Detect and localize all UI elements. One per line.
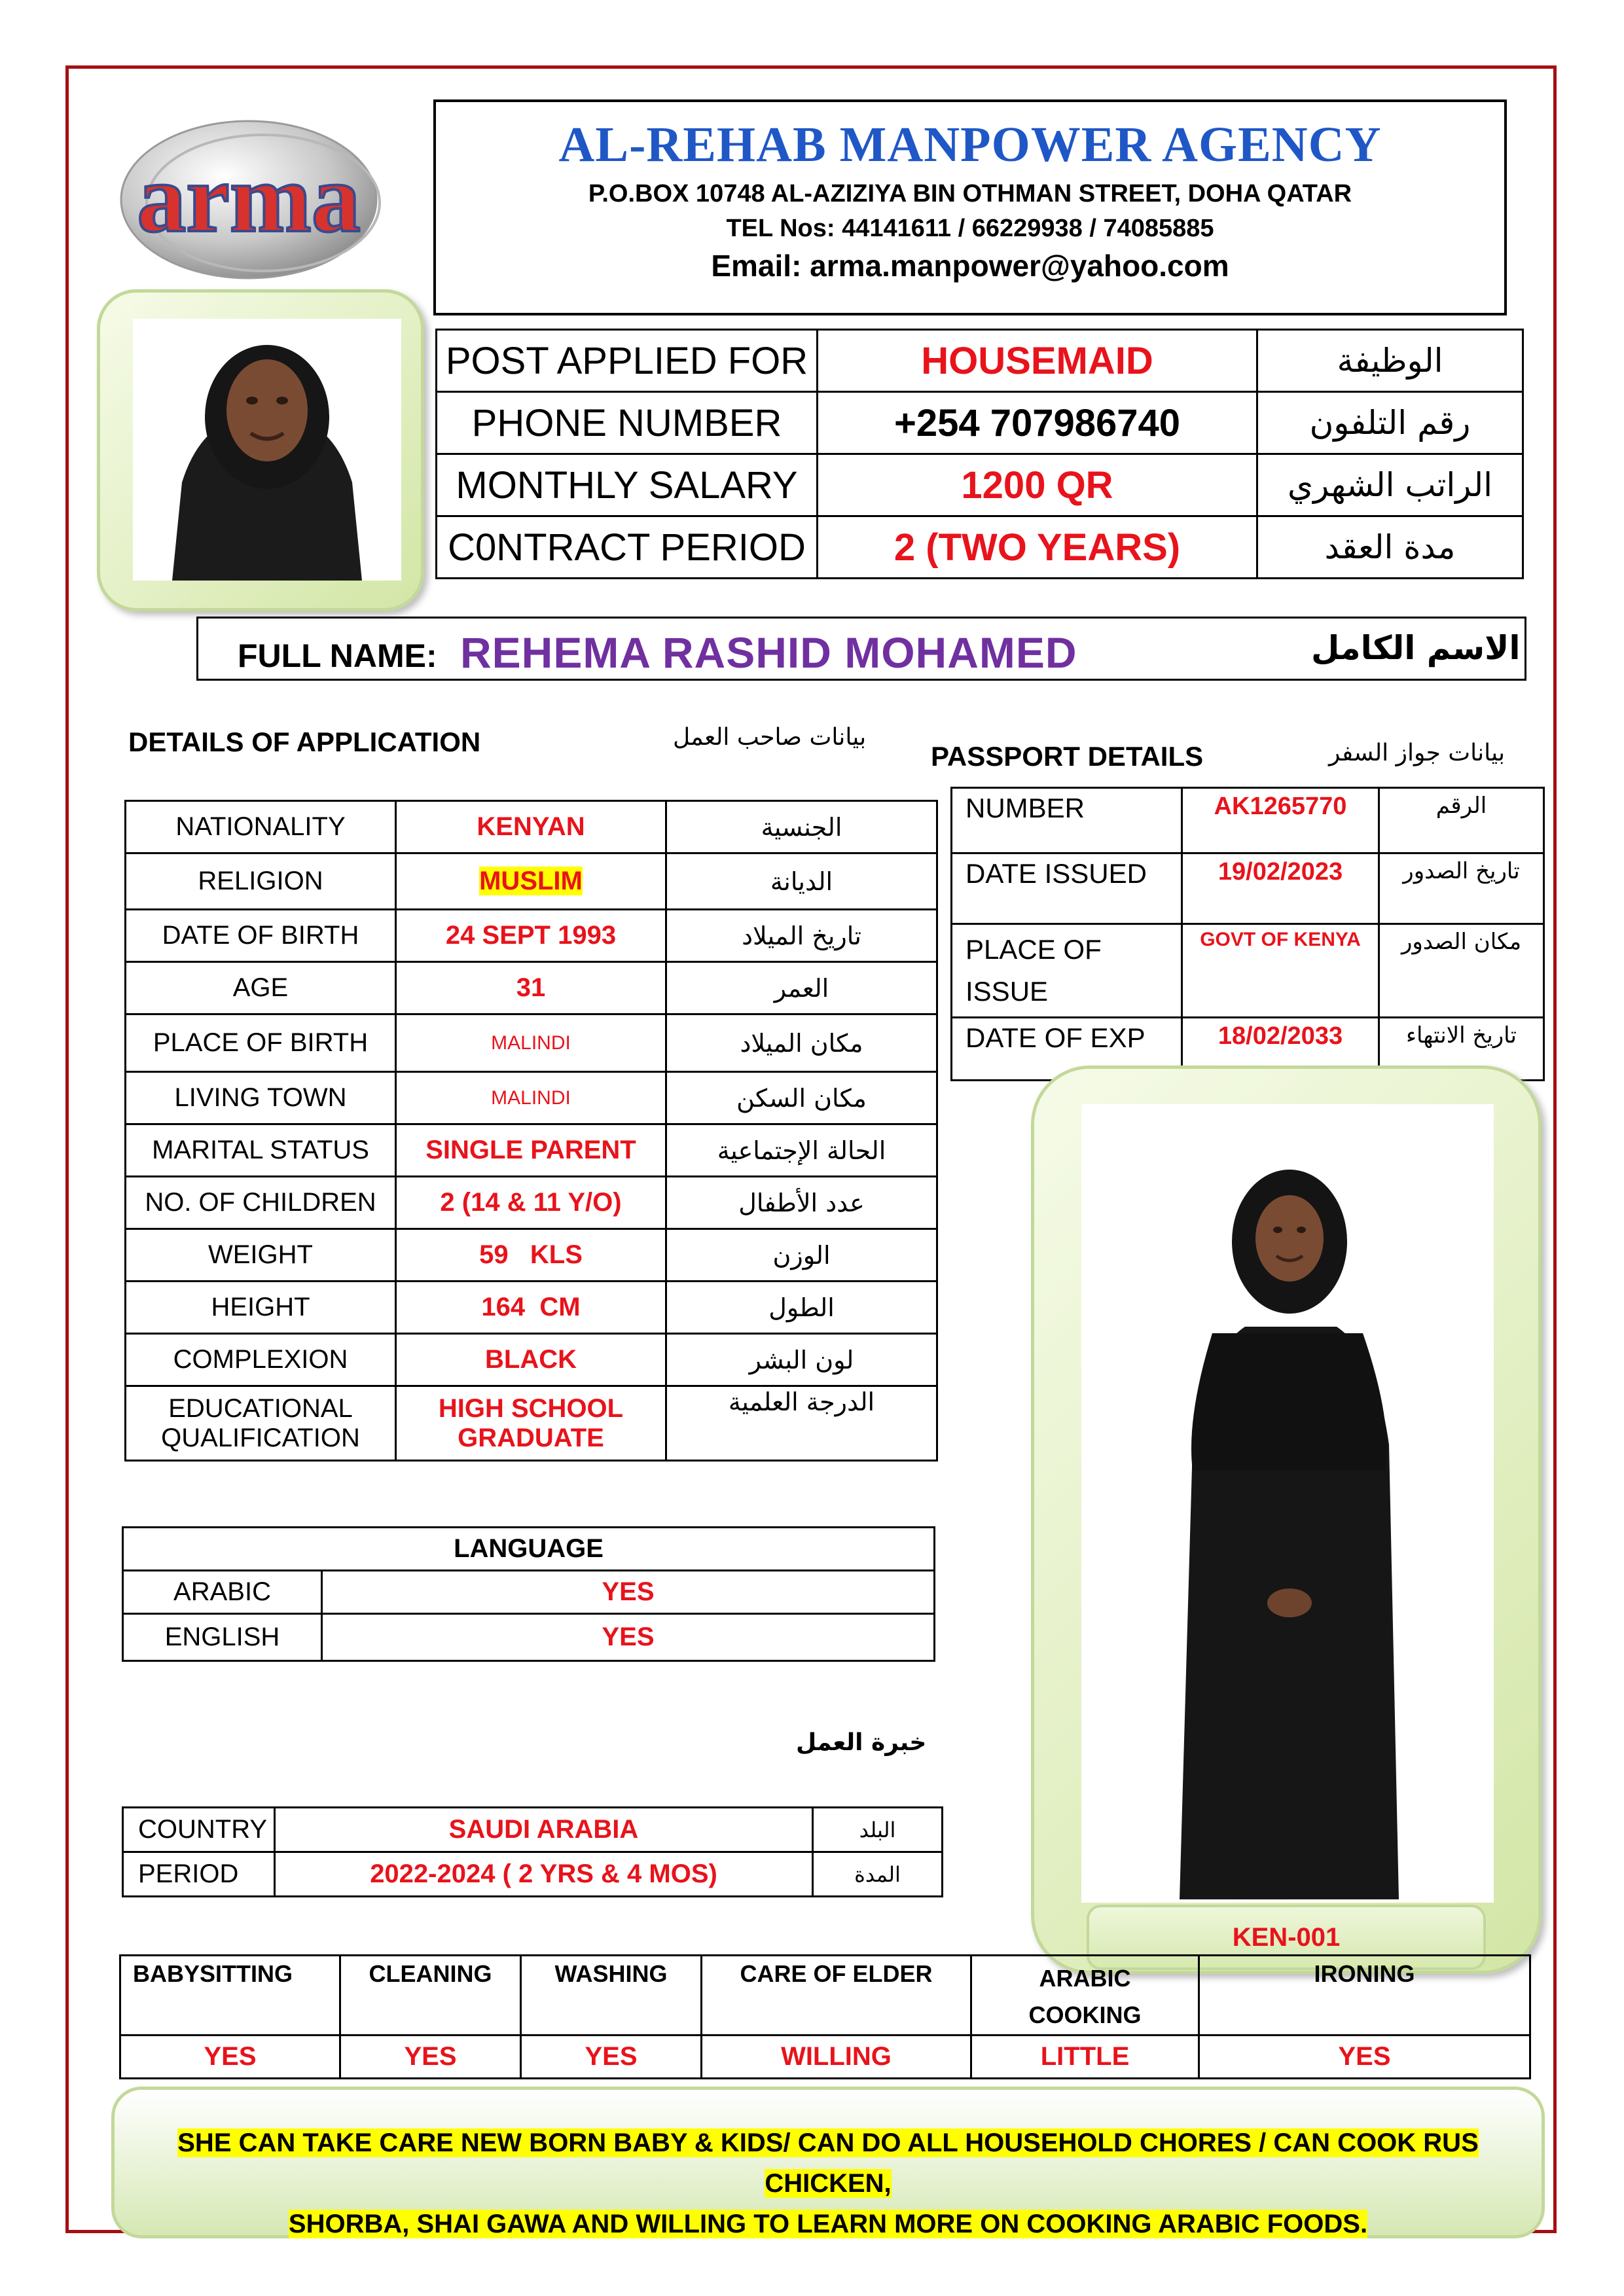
- cell-value: [396, 853, 666, 910]
- cell-value: 2 (14 & 11 Y/O): [396, 1177, 666, 1229]
- cell-value: KENYAN: [396, 801, 666, 853]
- cell-label: DATE OF BIRTH: [126, 910, 396, 962]
- job-value: HOUSEMAID: [818, 330, 1257, 392]
- table-row: [126, 1282, 937, 1334]
- job-label: POST APPLIED FOR: [437, 330, 818, 392]
- cell-label: RELIGION: [126, 853, 396, 910]
- skill-name: CARE OF ELDER: [702, 1956, 971, 2036]
- cell-label-ar: العمر: [666, 962, 937, 1014]
- passport-title-ar: بيانات جواز السفر: [1329, 740, 1506, 766]
- skill-value: YES: [340, 2036, 521, 2079]
- experience-title-ar: خبرة العمل: [796, 1729, 927, 1756]
- table-row: [123, 1808, 943, 1852]
- cell-value: HIGH SCHOOL GRADUATE: [396, 1386, 666, 1461]
- cell-label: PERIOD: [123, 1852, 275, 1897]
- agency-name: AL-REHAB MANPOWER AGENCY: [558, 117, 1382, 172]
- skill-value: LITTLE: [971, 2036, 1199, 2079]
- full-name-value: REHEMA RASHID MOHAMED: [460, 628, 1077, 677]
- table-row: [437, 516, 1523, 579]
- job-label-ar: رقم التلفون: [1257, 392, 1523, 454]
- cell-label-ar: تاريخ الانتهاء: [1379, 1018, 1544, 1081]
- cell-value: 59 KLS: [396, 1229, 666, 1282]
- skill-name: ARABIC COOKING: [971, 1956, 1199, 2036]
- job-value: 1200 QR: [818, 454, 1257, 516]
- table-row: [952, 853, 1544, 924]
- skill-name: BABYSITTING: [120, 1956, 340, 2036]
- cell-label: PLACE OF BIRTH: [126, 1014, 396, 1072]
- skill-name: CLEANING: [340, 1956, 521, 2036]
- language-title: LANGUAGE: [123, 1528, 935, 1571]
- table-row: [126, 1124, 937, 1177]
- logo-text: arma: [137, 144, 361, 253]
- job-value: +254 707986740: [818, 392, 1257, 454]
- table-row: [437, 392, 1523, 454]
- cell-value: SAUDI ARABIA: [275, 1808, 813, 1852]
- full-body-photo: [1081, 1104, 1494, 1903]
- cell-label: DATE ISSUED: [952, 853, 1182, 924]
- skill-value: YES: [120, 2036, 340, 2079]
- cell-label: DATE OF EXP: [952, 1018, 1182, 1081]
- skill-value: WILLING: [702, 2036, 971, 2079]
- cell-label-ar: الحالة الإجتماعية: [666, 1124, 937, 1177]
- cell-value: 24 SEPT 1993: [396, 910, 666, 962]
- cell-label-ar: الطول: [666, 1282, 937, 1334]
- table-row: [120, 1956, 1530, 2036]
- cell-value: YES: [322, 1614, 935, 1661]
- table-row: [126, 1177, 937, 1229]
- language-table: [122, 1526, 935, 1662]
- cell-label: COUNTRY: [123, 1808, 275, 1852]
- table-row: [126, 801, 937, 853]
- cell-label: HEIGHT: [126, 1282, 396, 1334]
- application-title-ar: بيانات صاحب العمل: [673, 724, 867, 751]
- table-row: [126, 1229, 937, 1282]
- application-table: [124, 800, 938, 1462]
- table-row: [952, 924, 1544, 1018]
- application-title: DETAILS OF APPLICATION: [128, 726, 481, 757]
- remarks-line-2: SHORBA, SHAI GAWA AND WILLING TO LEARN MORE ON COOKING ARABIC FOODS.: [288, 2210, 1368, 2238]
- cell-label-ar: البلد: [813, 1808, 943, 1852]
- religion-highlight: MUSLIM: [479, 867, 583, 895]
- skill-value: YES: [1199, 2036, 1530, 2079]
- table-row: [126, 1334, 937, 1386]
- cell-value: YES: [322, 1571, 935, 1614]
- skill-name: WASHING: [521, 1956, 702, 2036]
- table-row: [126, 1014, 937, 1072]
- cell-label-ar: لون البشر: [666, 1334, 937, 1386]
- cell-label: PLACE OF ISSUE: [952, 924, 1182, 1018]
- table-row: [126, 1386, 937, 1461]
- cell-label-ar: عدد الأطفال: [666, 1177, 937, 1229]
- table-row: [123, 1528, 935, 1571]
- cell-label-ar: تاريخ الميلاد: [666, 910, 937, 962]
- job-label: MONTHLY SALARY: [437, 454, 818, 516]
- table-row: [437, 330, 1523, 392]
- cell-label: AGE: [126, 962, 396, 1014]
- cell-label-ar: المدة: [813, 1852, 943, 1897]
- cell-value: AK1265770: [1182, 788, 1379, 853]
- cell-value: 164 CM: [396, 1282, 666, 1334]
- portrait-photo-frame: [97, 289, 424, 611]
- job-label-ar: الوظيفة: [1257, 330, 1523, 392]
- cell-label: WEIGHT: [126, 1229, 396, 1282]
- cell-label-ar: الديانة: [666, 853, 937, 910]
- cell-value: GOVT OF KENYA: [1182, 924, 1379, 1018]
- full-name-label-ar: الاسم الكامل: [1311, 629, 1521, 667]
- cell-label-ar: الرقم: [1379, 788, 1544, 853]
- cell-value: MALINDI: [396, 1014, 666, 1072]
- cell-label-ar: الوزن: [666, 1229, 937, 1282]
- skills-table: [119, 1954, 1531, 2079]
- job-label: PHONE NUMBER: [437, 392, 818, 454]
- agency-email: Email: arma.manpower@yahoo.com: [711, 249, 1229, 283]
- skill-name: IRONING: [1199, 1956, 1530, 2036]
- cell-label: NO. OF CHILDREN: [126, 1177, 396, 1229]
- agency-address: P.O.BOX 10748 AL-AZIZIYA BIN OTHMAN STREET, DOHA QATAR: [588, 180, 1352, 207]
- remarks-line-1: SHE CAN TAKE CARE NEW BORN BABY & KIDS/ CAN DO ALL HOUSEHOLD CHORES / CAN COOK RUS CHICKEN,: [177, 2128, 1479, 2198]
- job-label-ar: الراتب الشهري: [1257, 454, 1523, 516]
- full-body-photo-frame: [1031, 1066, 1542, 1974]
- remarks-box: [111, 2087, 1545, 2238]
- job-label-ar: مدة العقد: [1257, 516, 1523, 579]
- job-label: C0NTRACT PERIOD: [437, 516, 818, 579]
- passport-title: PASSPORT DETAILS: [931, 741, 1204, 772]
- cell-value: 19/02/2023: [1182, 853, 1379, 924]
- table-row: [952, 788, 1544, 853]
- agency-logo: [118, 115, 432, 285]
- cell-label-ar: مكان الصدور: [1379, 924, 1544, 1018]
- cell-value: MALINDI: [396, 1072, 666, 1124]
- cell-value: 2022-2024 ( 2 YRS & 4 MOS): [275, 1852, 813, 1897]
- cell-label: COMPLEXION: [126, 1334, 396, 1386]
- cell-label-ar: الجنسية: [666, 801, 937, 853]
- full-name-box: [196, 617, 1526, 681]
- table-row: [126, 1072, 937, 1124]
- cell-label: LIVING TOWN: [126, 1072, 396, 1124]
- cell-label: NUMBER: [952, 788, 1182, 853]
- skill-value: YES: [521, 2036, 702, 2079]
- full-name-label: FULL NAME:: [238, 637, 437, 674]
- agency-header: [433, 99, 1507, 315]
- table-row: [126, 962, 937, 1014]
- table-row: [123, 1852, 943, 1897]
- cell-value: 18/02/2033: [1182, 1018, 1379, 1081]
- passport-table: [950, 787, 1545, 1081]
- cell-label-ar: تاريخ الصدور: [1379, 853, 1544, 924]
- cell-value: 31: [396, 962, 666, 1014]
- cell-label: EDUCATIONAL QUALIFICATION: [126, 1386, 396, 1461]
- job-value: 2 (TWO YEARS): [818, 516, 1257, 579]
- table-row: [120, 2036, 1530, 2079]
- cell-label: ENGLISH: [123, 1614, 322, 1661]
- table-row: [123, 1571, 935, 1614]
- cell-value: BLACK: [396, 1334, 666, 1386]
- cell-value: SINGLE PARENT: [396, 1124, 666, 1177]
- agency-tel: TEL Nos: 44141611 / 66229938 / 74085885: [726, 215, 1214, 242]
- cell-label: NATIONALITY: [126, 801, 396, 853]
- candidate-code-badge: KEN-001: [1087, 1905, 1486, 1970]
- table-row: [437, 454, 1523, 516]
- cell-label: MARITAL STATUS: [126, 1124, 396, 1177]
- experience-table: [122, 1806, 943, 1897]
- cell-label: ARABIC: [123, 1571, 322, 1614]
- table-row: [123, 1614, 935, 1661]
- cell-label-ar: مكان السكن: [666, 1072, 937, 1124]
- table-row: [126, 910, 937, 962]
- cell-label-ar: مكان الميلاد: [666, 1014, 937, 1072]
- cell-label-ar: الدرجة العلمية: [666, 1386, 937, 1461]
- job-table: [435, 329, 1524, 579]
- table-row: [126, 853, 937, 910]
- portrait-photo: [133, 319, 401, 581]
